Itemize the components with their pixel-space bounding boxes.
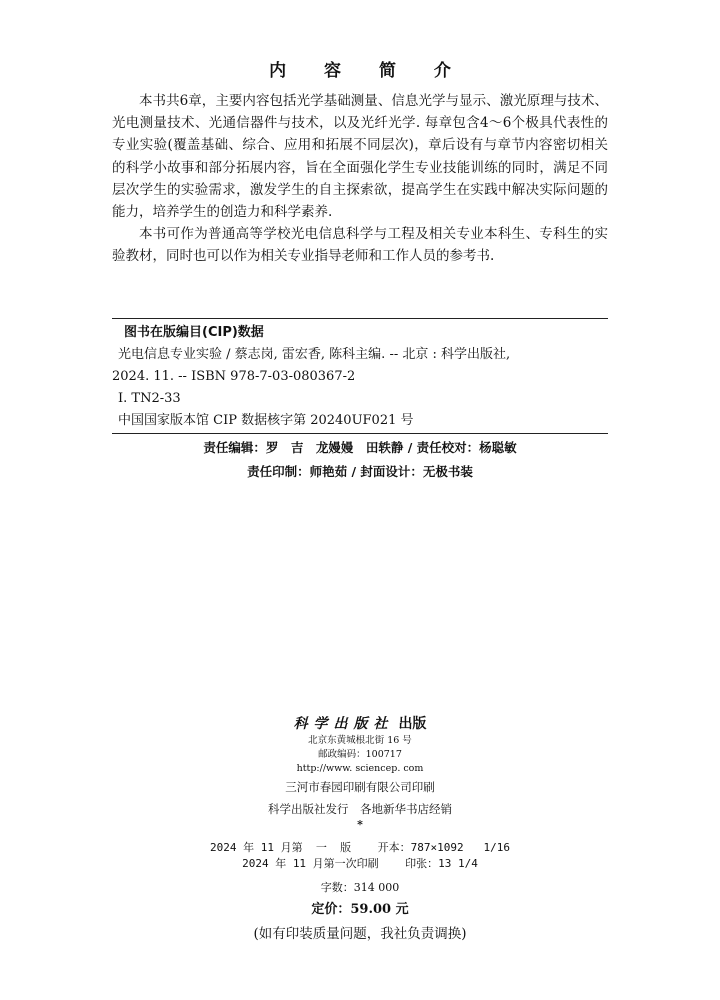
summary-paragraph-2: 本书可作为普通高等学校光电信息科学与工程及相关专业本科生、专科生的实验教材，同时也可以作为相关专业指导老师和工作人员的参考书. [112,226,608,265]
cip-classification: Ⅰ. TN2-33 [118,391,181,406]
staff-credits [0,436,720,484]
publisher-line [0,714,720,734]
distribution-line: 科学出版社发行 各地新华书店经销 [268,802,452,816]
cip-entry-continued: 2024. 11. -- ISBN 978-7-03-080367-2 [112,369,356,384]
publisher-address: 北京东黄城根北街 16 号 [308,735,412,746]
publisher-url: http://www. sciencep. com [296,763,424,774]
edition-line-2: 2024 年 11 月第一次印刷 印张：13 1/4 [242,857,478,870]
cip-record-number: 中国国家版本馆 CIP 数据核字第 20240UF021 号 [118,413,414,428]
price: 定价：59.00 元 [311,902,409,917]
page-title: 内 容 简 介 [269,61,467,81]
cip-bottom-rule [112,433,608,434]
return-policy-note: (如有印装质量问题，我社负责调换) [253,926,467,942]
publisher-postcode: 邮政编码：100717 [318,749,402,760]
word-count: 字数：314 000 [320,881,400,894]
printer-line: 三河市春园印刷有限公司印刷 [285,780,435,794]
publisher-logo: 科学出版社 [293,716,394,732]
content-summary [112,90,608,268]
publish-suffix: 出版 [398,716,427,732]
cip-heading: 图书在版编目(CIP)数据 [124,325,264,340]
cip-block [112,322,608,432]
cip-top-rule [112,318,608,319]
separator-star: * [357,818,363,831]
edition-line-1: 2024 年 11 月第 一 版 开本：787×1092 1/16 [210,841,510,854]
summary-paragraph-1: 本书共6章，主要内容包括光学基础测量、信息光学与显示、激光原理与技术、光电测量技术、光通信器件与技术，以及光纤光学. 每章包含4～6个极具代表性的专业实验(覆盖基础、综合、应用和拓展不同层次)，章后设有与章节内容密切相关的科学小故事和部分拓展内容，旨在全面强化学生专业技能训练的同时，满足不同层次学生的实验需求，激发学生的自主探索欲，提高学生在实践中解决实际问题的能力，培养学生的创造力和科学素养. [112,93,608,221]
production-credits: 责任印制：师艳茹 / 封面设计：无极书装 [247,464,473,479]
editor-credits: 责任编辑：罗 吉 龙嫚嫚 田轶静 / 责任校对：杨聪敏 [203,440,517,455]
cip-entry: 光电信息专业实验 / 蔡志岗, 雷宏香, 陈科主编. -- 北京 : 科学出版社, [118,347,511,362]
publisher-info [0,714,720,946]
